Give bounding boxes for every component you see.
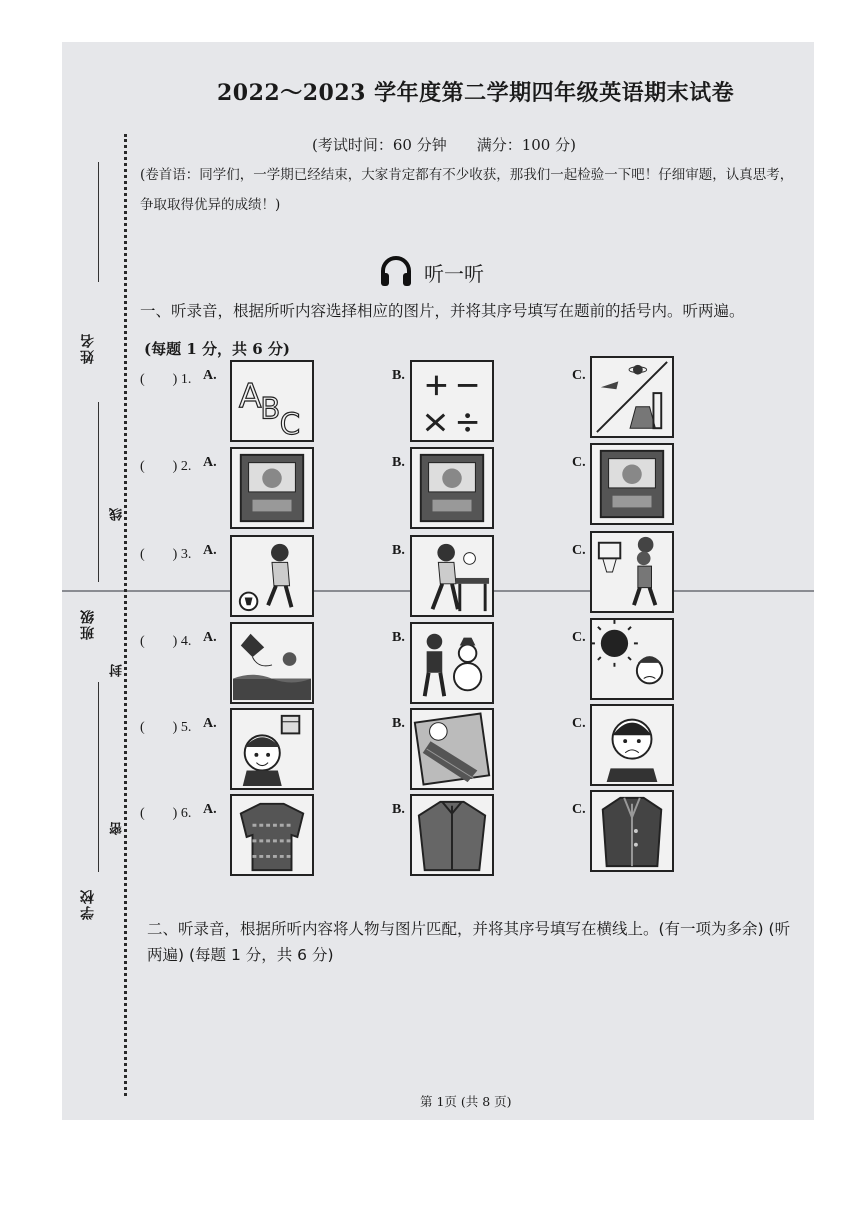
section2-instruction: 二、听录音，根据所听内容将人物与图片匹配，并将其序号填写在横线上。(有一项为多余) (听两遍) (每题 1 分，共 6 分) (147, 920, 791, 964)
math-symbols-icon (412, 362, 492, 440)
option-label: A. (203, 455, 217, 470)
option-label: B. (392, 455, 405, 470)
option-picture[interactable] (230, 447, 314, 529)
seal-line-char: 线 (110, 508, 125, 521)
science-icon (592, 358, 672, 436)
option-label: A. (203, 630, 217, 645)
listening-label: 听一听 (424, 261, 484, 286)
question-number[interactable]: ( ) 3. (140, 547, 192, 562)
svg-text:C: C (279, 407, 301, 440)
girl-basketball-icon (592, 533, 672, 611)
seal-dotted-line (124, 134, 127, 1096)
question-number[interactable]: ( ) 2. (140, 459, 192, 474)
option-picture[interactable] (230, 360, 314, 442)
class-label: 班级 (80, 608, 96, 640)
option-label: B. (392, 802, 405, 817)
option-picture[interactable] (590, 704, 674, 786)
svg-text:B: B (260, 391, 281, 426)
option-label: C. (572, 455, 586, 470)
option-picture[interactable] (410, 708, 494, 790)
name-label: 姓名 (80, 332, 96, 364)
book-cover-icon (412, 449, 492, 527)
question-number[interactable]: ( ) 5. (140, 720, 192, 735)
option-picture[interactable] (590, 618, 674, 700)
section1-note: (每题 1 分，共 6 分) (144, 340, 290, 358)
option-label: B. (392, 543, 405, 558)
snowman-icon (412, 624, 492, 702)
option-picture[interactable] (410, 794, 494, 876)
option-label: A. (203, 802, 217, 817)
class-blank[interactable] (98, 402, 99, 582)
option-label: C. (572, 802, 586, 817)
name-blank[interactable] (98, 162, 99, 282)
question-number[interactable]: ( ) 1. (140, 372, 192, 387)
sad-boy-icon (592, 706, 672, 784)
book-cover-icon (232, 449, 312, 527)
option-label: A. (203, 368, 217, 383)
boy-pingpong-icon (412, 537, 492, 615)
headphones-icon (378, 254, 414, 290)
seal-secret-char: 密 (110, 822, 125, 835)
option-label: A. (203, 543, 217, 558)
option-picture[interactable] (230, 622, 314, 704)
school-blank[interactable] (98, 682, 99, 872)
option-label: B. (392, 716, 405, 731)
option-picture[interactable] (230, 708, 314, 790)
intro-text: (卷首语：同学们，一学期已经结束，大家肯定都有不少收获，那我们一起检验一下吧！仔细审题，认真思考，争取取得优异的成绩！) (140, 167, 794, 213)
sleeping-boy-icon (412, 710, 492, 788)
exam-page (62, 42, 814, 1120)
book-cover-icon (592, 445, 672, 523)
option-picture[interactable] (410, 360, 494, 442)
listening-banner (378, 254, 484, 290)
question-number[interactable]: ( ) 4. (140, 634, 192, 649)
thirsty-boy-icon (232, 710, 312, 788)
option-label: C. (572, 630, 586, 645)
option-picture[interactable] (590, 531, 674, 613)
option-picture[interactable] (410, 535, 494, 617)
svg-text:A: A (238, 375, 262, 415)
option-picture[interactable] (590, 443, 674, 525)
option-label: C. (572, 543, 586, 558)
option-label: B. (392, 368, 405, 383)
option-picture[interactable] (410, 447, 494, 529)
coat-icon (592, 792, 672, 870)
seal-seal-char: 封 (110, 664, 125, 677)
question-number[interactable]: ( ) 6. (140, 806, 192, 821)
sweater-icon (232, 796, 312, 874)
shirt-icon (412, 796, 492, 874)
exam-info: (考试时间：60 分钟 满分：100 分) (312, 136, 576, 154)
option-label: C. (572, 368, 586, 383)
option-label: A. (203, 716, 217, 731)
option-label: C. (572, 716, 586, 731)
boy-football-icon (232, 537, 312, 615)
page-title: 2022～2023 学年度第二学期四年级英语期末试卷 (217, 80, 735, 106)
page-number: 第 1页 (共 8 页) (420, 1094, 512, 1109)
letters-abc-icon (232, 362, 312, 440)
option-picture[interactable] (590, 790, 674, 872)
hot-sun-icon (592, 620, 672, 698)
school-label: 学校 (80, 888, 96, 920)
section1-instruction: 一、听录音，根据所听内容选择相应的图片，并将其序号填写在题前的括号内。听两遍。 (140, 302, 745, 320)
option-picture[interactable] (230, 535, 314, 617)
option-picture[interactable] (410, 622, 494, 704)
option-picture[interactable] (590, 356, 674, 438)
option-picture[interactable] (230, 794, 314, 876)
option-label: B. (392, 630, 405, 645)
kite-field-icon (232, 624, 312, 702)
